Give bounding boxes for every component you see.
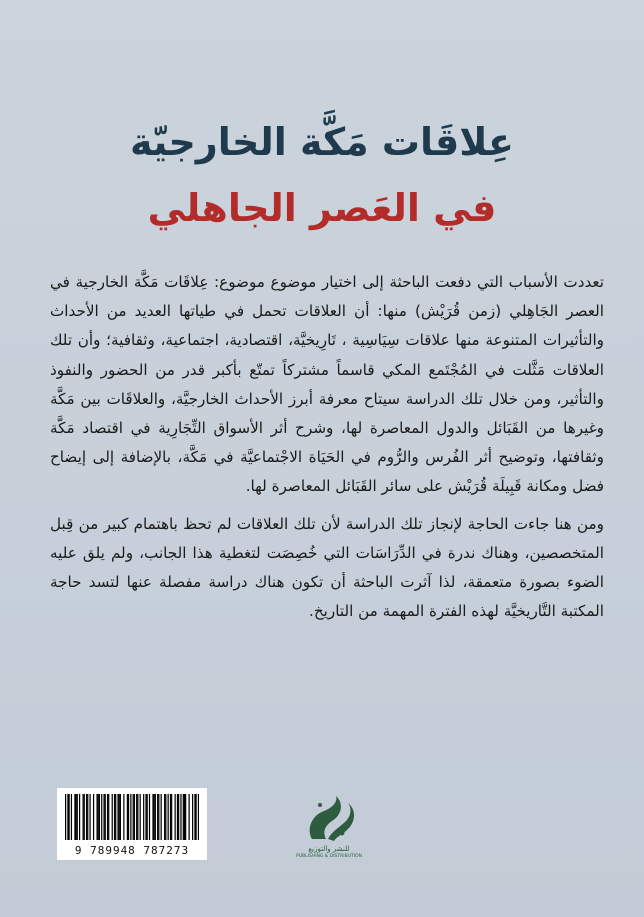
isbn-barcode: [57, 788, 207, 860]
barcode-bars: [65, 794, 199, 840]
barcode-bar: [67, 794, 68, 840]
barcode-bar: [137, 794, 138, 840]
barcode-bar: [112, 794, 113, 840]
barcode-bar: [99, 794, 100, 840]
barcode-bar: [136, 794, 137, 840]
barcode-bar: [108, 794, 109, 840]
barcode-bar: [117, 794, 118, 840]
publisher-logo-icon: [298, 793, 360, 845]
barcode-bar: [120, 794, 121, 840]
barcode-bar: [161, 794, 162, 840]
barcode-bar: [75, 794, 76, 840]
barcode-bar: [115, 794, 116, 840]
barcode-bar: [134, 794, 135, 840]
barcode-bar: [149, 794, 150, 840]
blurb: [50, 268, 604, 626]
barcode-bar: [84, 794, 85, 840]
barcode-bar: [183, 794, 184, 840]
barcode-bar: [198, 794, 199, 840]
blurb-paragraph-1: تعددت الأسباب التي دفعت الباحثة إلى اختيار موضوع موضوع: عِلاقَات مَكَّة الخارجية في العصر الجَاهِلي (زمن قُرَيْش) منها: أن العلاقات تحمل في طياتها العديد من الأحداث والتأثيرات المتنوعة منها علاقات سِيَاسِية ، تَارِيخيَّة، اقتصادية، اجتماعية، وثقافية؛ وأن تلك العلاقات مَثَّلت في المُجْتَمع المكي قاسماً مشتركاً تمتّع بأكبر قدر من الحضور والنفوذ والتأثير، ومن خلال تلك الدراسة سيتاح معرفة أبرز الأحداث الخارجيَّة، والعلاقَات بين مَكَّة وغيرها من القَبَائل والدول المعاصرة لها، وشرح أثر الأسواق التِّجَارِية في اقتصاد مَكَّة وثقافتها، وتوضيح أثر الفُرس والرُّوم في الحَيَاة الاجْتماعيَّة في مَكَّة، بالإضافة إلى إيضاح فضل ومكانة قَبِيلَة قُرَيْش على سائر القَبَائل المعاصرة لها.: [50, 273, 604, 496]
barcode-bar: [152, 794, 153, 840]
publisher-arabic: للنشر والتوزيع: [308, 845, 350, 853]
barcode-bar: [185, 794, 186, 840]
barcode-bar: [164, 794, 165, 840]
book-title: عِلاقَات مَكَّة الخارجيّة: [129, 120, 515, 164]
barcode-bar: [98, 794, 99, 840]
blurb-paragraph-2: ومن هنا جاءت الحاجة لإنجاز تلك الدراسة لأن تلك العلاقات لم تحظ باهتمام كبير من قِبل المتخصصين، وهناك ندرة في الدِّرَاسَات التي خُصِصَت لتغطية هذا الجانب، ولم يلق عليه الضوء بصورة متعمقة، لذا آثرت الباحثة أن تكون هناك دراسة مفصلة عنها لتسد حاجة المكتبة التَّاريخيَّة لهذه الفترة المهمة من التاريخ.: [50, 514, 604, 621]
barcode-bar: [65, 794, 66, 840]
barcode-bar: [196, 794, 197, 840]
barcode-bar: [101, 794, 102, 840]
barcode-bar: [86, 794, 87, 840]
barcode-bar: [119, 794, 120, 840]
barcode-bar: [69, 794, 70, 840]
barcode-bar: [71, 794, 72, 840]
barcode-bar: [128, 794, 129, 840]
barcode-bar: [93, 794, 94, 840]
barcode-bar: [147, 794, 148, 840]
barcode-bar: [158, 794, 159, 840]
book-subtitle: في العَصر الجاهلي: [147, 186, 497, 230]
barcode-bar: [194, 794, 195, 840]
barcode-bar: [89, 794, 90, 840]
barcode-bar: [165, 794, 166, 840]
publisher-logo: [298, 793, 360, 863]
barcode-bar: [130, 794, 131, 840]
barcode-bar: [145, 794, 146, 840]
barcode-bar: [140, 794, 141, 840]
barcode-bar: [123, 794, 124, 840]
barcode-bar: [157, 794, 158, 840]
barcode-bar: [155, 794, 156, 840]
barcode-bar: [177, 794, 178, 840]
barcode-bar: [82, 794, 83, 840]
barcode-bar: [105, 794, 106, 840]
barcode-bar: [143, 794, 144, 840]
barcode-bar: [171, 794, 172, 840]
barcode-bar: [87, 794, 88, 840]
barcode-bar: [154, 794, 155, 840]
barcode-bar: [168, 794, 169, 840]
barcode-bar: [103, 794, 104, 840]
barcode-bar: [180, 794, 181, 840]
barcode-bar: [189, 794, 190, 840]
barcode-bar: [79, 794, 80, 840]
publisher-english: PUBLISHING & DISTRIBUTION: [296, 854, 362, 859]
barcode-bar: [178, 794, 179, 840]
barcode-bar: [114, 794, 115, 840]
isbn-number: 9 789948 787273: [74, 844, 190, 857]
barcode-bar: [133, 794, 134, 840]
barcode-bar: [74, 794, 75, 840]
barcode-bar: [184, 794, 185, 840]
barcode-bar: [107, 794, 108, 840]
barcode-bar: [175, 794, 176, 840]
barcode-bar: [192, 794, 193, 840]
barcode-bar: [127, 794, 128, 840]
barcode-bar: [96, 794, 97, 840]
barcode-bar: [170, 794, 171, 840]
barcode-bar: [77, 794, 78, 840]
